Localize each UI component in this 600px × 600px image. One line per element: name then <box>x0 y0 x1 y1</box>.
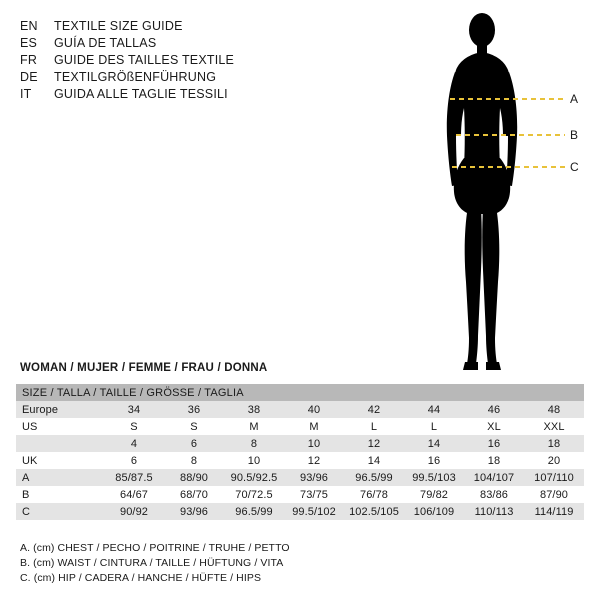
row-cell: 96.5/99 <box>344 469 404 486</box>
row-cell: 6 <box>104 452 164 469</box>
marker-label-a: A <box>570 92 579 106</box>
row-cell: L <box>344 418 404 435</box>
row-cell: 107/110 <box>524 469 584 486</box>
table-row <box>16 452 584 469</box>
row-cell: S <box>164 418 224 435</box>
row-cell: 90.5/92.5 <box>224 469 284 486</box>
section-title: WOMAN / MUJER / FEMME / FRAU / DONNA <box>20 362 268 374</box>
row-cell: 110/113 <box>464 503 524 520</box>
language-title-block <box>20 18 320 103</box>
row-cell: 16 <box>464 435 524 452</box>
language-code: EN <box>20 19 38 33</box>
table-row <box>16 418 584 435</box>
language-code: ES <box>20 36 38 50</box>
language-code: DE <box>20 70 38 84</box>
row-cell: 104/107 <box>464 469 524 486</box>
size-table <box>16 384 584 520</box>
row-cell: 4 <box>104 435 164 452</box>
row-cell: M <box>224 418 284 435</box>
female-silhouette-figure <box>420 8 590 378</box>
row-cell: 48 <box>524 401 584 418</box>
row-cell: 68/70 <box>164 486 224 503</box>
row-cell: S <box>104 418 164 435</box>
marker-label-b: B <box>570 128 579 142</box>
language-row <box>20 35 320 52</box>
row-label: A <box>16 469 104 486</box>
language-text: TEXTILGRÖßENFÜHRUNG <box>54 70 217 84</box>
row-cell: 6 <box>164 435 224 452</box>
row-cell: M <box>284 418 344 435</box>
row-cell: 36 <box>164 401 224 418</box>
row-cell: 38 <box>224 401 284 418</box>
row-label: B <box>16 486 104 503</box>
row-cell: 93/96 <box>284 469 344 486</box>
row-cell: 70/72.5 <box>224 486 284 503</box>
row-cell: 90/92 <box>104 503 164 520</box>
row-label: US <box>16 418 104 435</box>
language-code: FR <box>20 53 38 67</box>
row-cell: 34 <box>104 401 164 418</box>
row-cell: 8 <box>224 435 284 452</box>
row-label: C <box>16 503 104 520</box>
row-cell: 64/67 <box>104 486 164 503</box>
footnote-chest: A. (cm) CHEST / PECHO / POITRINE / TRUHE / PETTO <box>20 542 290 554</box>
language-text: TEXTILE SIZE GUIDE <box>54 19 183 33</box>
row-cell: 46 <box>464 401 524 418</box>
woman-silhouette-icon <box>447 13 517 370</box>
row-cell: 85/87.5 <box>104 469 164 486</box>
marker-label-c: C <box>570 160 579 174</box>
row-cell: 16 <box>404 452 464 469</box>
row-cell: 10 <box>284 435 344 452</box>
row-cell: XL <box>464 418 524 435</box>
footnote-hip: C. (cm) HIP / CADERA / HANCHE / HÜFTE / HIPS <box>20 572 262 584</box>
row-cell: 44 <box>404 401 464 418</box>
row-cell: 73/75 <box>284 486 344 503</box>
language-row <box>20 18 320 35</box>
language-text: GUIDA ALLE TAGLIE TESSILI <box>54 87 228 101</box>
row-cell: 99.5/102 <box>284 503 344 520</box>
table-row <box>16 503 584 520</box>
language-text: GUIDE DES TAILLES TEXTILE <box>54 53 235 67</box>
language-row <box>20 52 320 69</box>
footnotes-block <box>20 541 290 586</box>
row-cell: 99.5/103 <box>404 469 464 486</box>
row-label: Europe <box>16 401 104 418</box>
language-text: GUÍA DE TALLAS <box>54 36 157 50</box>
table-row <box>16 435 584 452</box>
table-row <box>16 486 584 503</box>
table-row <box>16 469 584 486</box>
row-cell: 106/109 <box>404 503 464 520</box>
language-row <box>20 69 320 86</box>
footnote-waist: B. (cm) WAIST / CINTURA / TAILLE / HÜFTUNG / VITA <box>20 557 284 569</box>
table-row <box>16 401 584 418</box>
row-cell: 18 <box>524 435 584 452</box>
row-cell: 83/86 <box>464 486 524 503</box>
row-cell: 76/78 <box>344 486 404 503</box>
row-cell: 114/119 <box>524 503 584 520</box>
row-cell: 14 <box>344 452 404 469</box>
row-cell: XXL <box>524 418 584 435</box>
row-cell: 12 <box>284 452 344 469</box>
row-cell: 102.5/105 <box>344 503 404 520</box>
row-cell: 88/90 <box>164 469 224 486</box>
row-cell: 96.5/99 <box>224 503 284 520</box>
row-label <box>16 435 104 452</box>
row-cell: 87/90 <box>524 486 584 503</box>
language-code: IT <box>20 87 32 101</box>
row-cell: 40 <box>284 401 344 418</box>
row-cell: 12 <box>344 435 404 452</box>
row-cell: 10 <box>224 452 284 469</box>
row-label: UK <box>16 452 104 469</box>
row-cell: 79/82 <box>404 486 464 503</box>
row-cell: 20 <box>524 452 584 469</box>
row-cell: 8 <box>164 452 224 469</box>
row-cell: L <box>404 418 464 435</box>
row-cell: 14 <box>404 435 464 452</box>
row-cell: 18 <box>464 452 524 469</box>
row-cell: 42 <box>344 401 404 418</box>
table-header-label: SIZE / TALLA / TAILLE / GRÖSSE / TAGLIA <box>16 384 584 401</box>
table-header-row <box>16 384 584 401</box>
language-row <box>20 86 320 103</box>
row-cell: 93/96 <box>164 503 224 520</box>
